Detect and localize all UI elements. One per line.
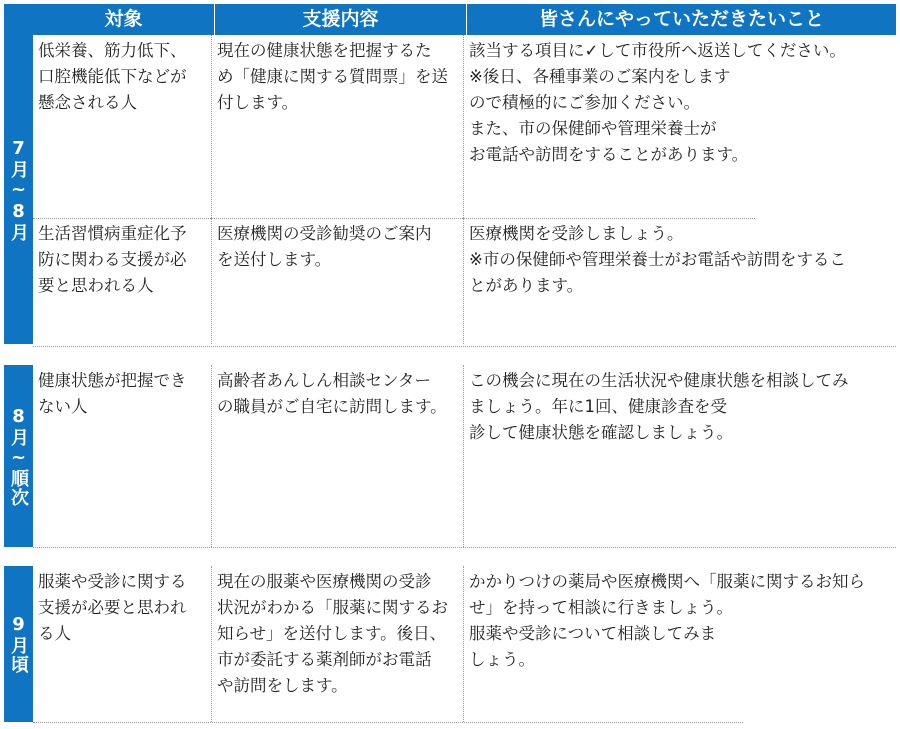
- cell-line: 診して健康状態を確認しましょう。: [469, 423, 733, 442]
- cell-line: 服薬や受診について相談してみま: [469, 624, 717, 643]
- cell-line: 付します。: [217, 93, 299, 112]
- table-row: [33, 35, 896, 218]
- cell-line: 低栄養、筋力低下、: [38, 41, 187, 60]
- target-cell: [33, 35, 211, 116]
- table-row: [33, 365, 896, 547]
- row-divider: [33, 346, 896, 347]
- cell-line: の職員がご自宅に訪問します。: [217, 397, 447, 416]
- cell-line: ない人: [38, 397, 88, 416]
- cell-line: 口腔機能低下などが: [38, 67, 187, 86]
- cell-line: ましょう。年に1回、健康診査を受: [469, 397, 727, 416]
- target-cell: [33, 218, 211, 299]
- target-cell: [33, 566, 211, 647]
- row-divider: [33, 547, 896, 548]
- period-text: 9月頃: [8, 614, 29, 674]
- cell-line: 健康状態が把握でき: [38, 371, 187, 390]
- request-cell: [464, 35, 896, 168]
- cell-line: 要と思われる人: [38, 276, 154, 295]
- cell-line: また、市の保健師や管理栄養士が: [469, 119, 717, 138]
- support-cell: [212, 566, 463, 699]
- header-support: 支援内容: [302, 8, 379, 30]
- cell-line: 知らせ」を送付します。後日、: [217, 624, 447, 643]
- support-cell: [212, 35, 463, 116]
- cell-line: 医療機関の受診勧奨のご案内: [217, 224, 432, 243]
- cell-line: とがあります。: [469, 276, 584, 295]
- cell-line: め「健康に関する質問票」を送: [217, 67, 448, 86]
- cell-line: しょう。: [469, 650, 535, 669]
- cell-line: ので積極的にご参加ください。: [469, 93, 700, 112]
- cell-line: 状況がわかる「服薬に関するお: [217, 598, 448, 617]
- table-header: [4, 4, 896, 35]
- row-divider: [33, 722, 743, 723]
- header-request: 皆さんにやっていただきたいこと: [538, 8, 824, 30]
- period-label-jul-aug: [4, 35, 33, 344]
- period-text: 7月~8月: [8, 137, 29, 242]
- request-cell: [464, 566, 896, 673]
- header-target: 対象: [104, 8, 143, 30]
- cell-line: ※後日、各種事業のご案内をします: [469, 67, 731, 86]
- cell-line: を送付します。: [217, 250, 332, 269]
- cell-line: ※市の保健師や管理栄養士がお電話や訪問をするこ: [469, 250, 846, 269]
- cell-line: 生活習慣病重症化予: [38, 224, 187, 243]
- cell-line: 支援が必要と思われ: [38, 598, 187, 617]
- cell-line: お電話や訪問をすることがあります。: [469, 145, 749, 164]
- table-row: [33, 218, 896, 344]
- cell-line: る人: [38, 624, 71, 643]
- request-cell: [464, 218, 896, 299]
- cell-line: 市が委託する薬剤師がお電話: [217, 650, 432, 669]
- cell-line: 防に関わる支援が必: [38, 250, 187, 269]
- cell-line: 服薬や受診に関する: [38, 572, 187, 591]
- cell-line: 高齢者あんしん相談センター: [217, 371, 431, 390]
- cell-line: かかりつけの薬局や医療機関へ「服薬に関するお知ら: [469, 572, 865, 591]
- period-text: 8月~順次: [8, 405, 29, 507]
- cell-line: 現在の健康状態を把握するた: [217, 41, 432, 60]
- cell-line: や訪問をします。: [217, 676, 348, 695]
- request-cell: [464, 365, 896, 446]
- target-cell: [33, 365, 211, 420]
- period-label-aug-onward: [4, 365, 33, 547]
- period-label-sep: [4, 566, 33, 722]
- cell-line: この機会に現在の生活状況や健康状態を相談してみ: [469, 371, 849, 390]
- cell-line: 現在の服薬や医療機関の受診: [217, 572, 432, 591]
- cell-line: 医療機関を受診しましょう。: [469, 224, 684, 243]
- support-cell: [212, 218, 463, 273]
- cell-line: 該当する項目に✓して市役所へ返送してください。: [469, 41, 846, 60]
- cell-line: 懸念される人: [38, 93, 137, 112]
- cell-line: せ」を持って相談に行きましょう。: [469, 598, 733, 617]
- support-cell: [212, 365, 463, 420]
- table-row: [33, 566, 896, 722]
